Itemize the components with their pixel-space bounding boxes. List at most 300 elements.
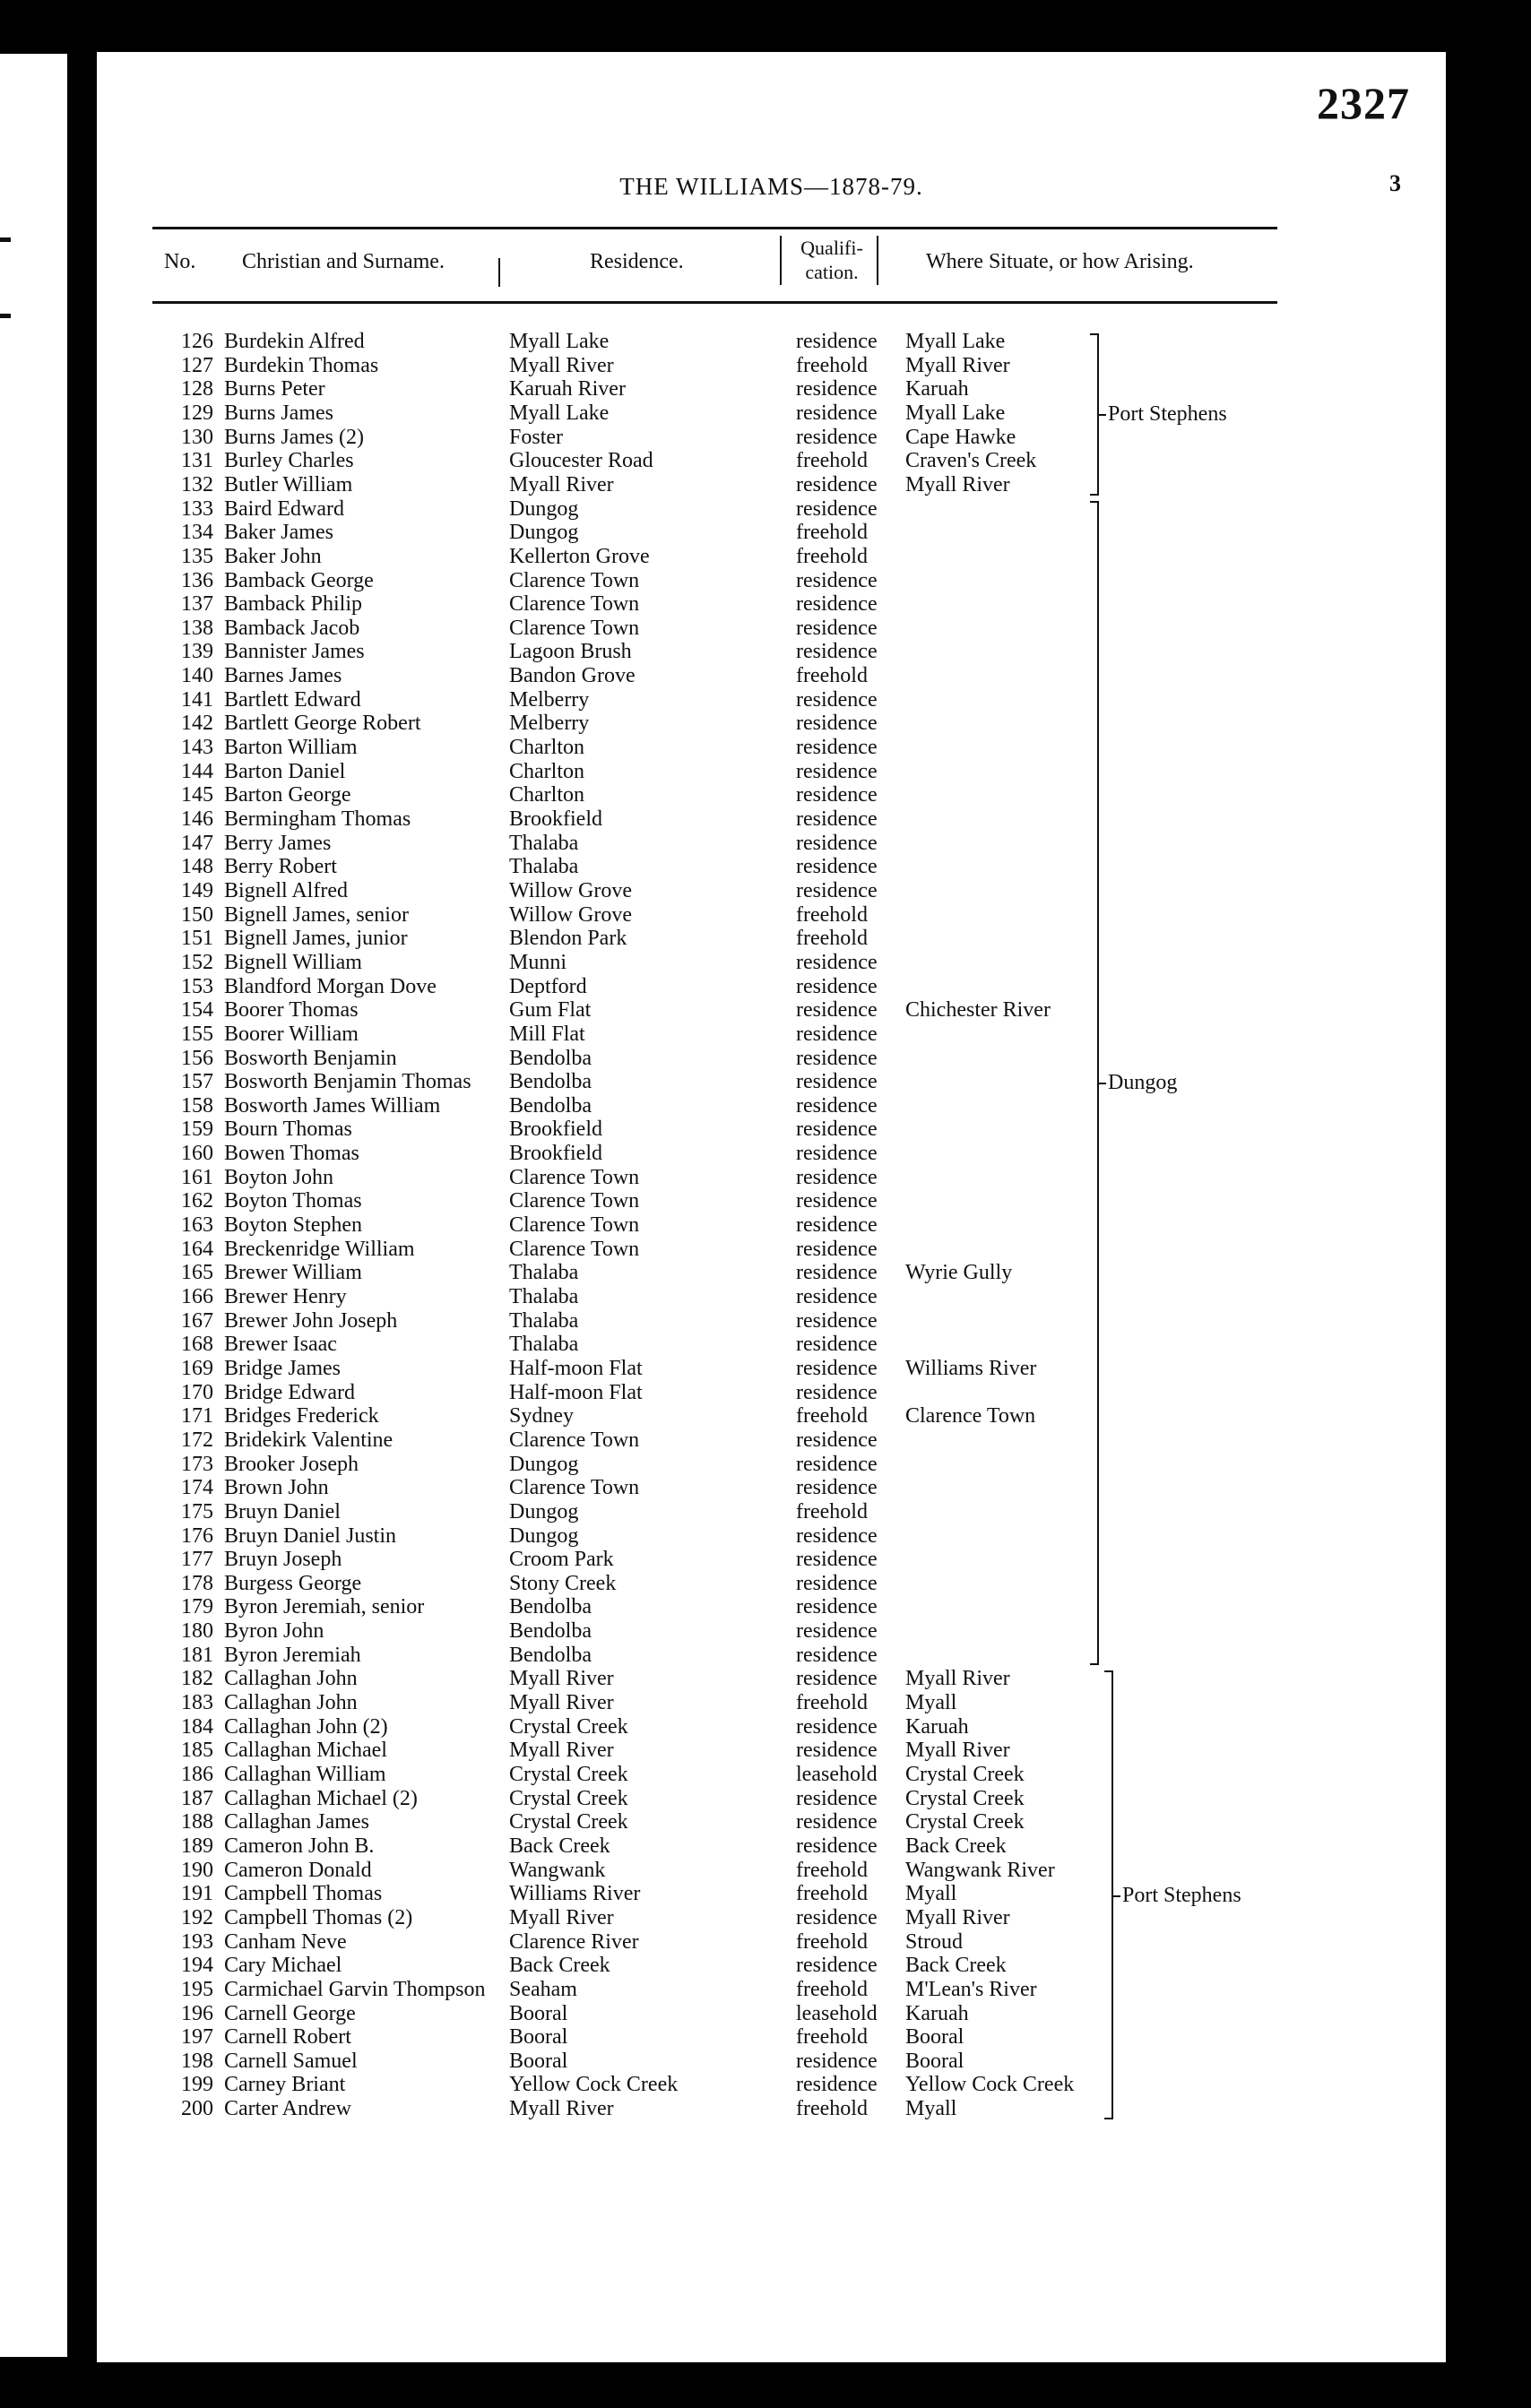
entry-qualification: residence [796,425,878,449]
entry-name: Berry James [224,831,332,855]
table-row [97,1978,1446,2002]
entry-qualification: residence [796,1905,878,1929]
table-row [97,1285,1446,1309]
table-row [97,617,1446,641]
entry-where-situate: Karuah [905,2001,969,2025]
entry-residence: Kellerton Grove [509,544,650,568]
entry-residence: Clarence Town [509,1189,640,1213]
entry-where-situate: Yellow Cock Creek [905,2073,1075,2097]
entry-number: 131 [181,449,213,473]
entry-qualification: residence [796,831,878,855]
entry-qualification: residence [796,1452,878,1476]
entry-name: Carmichael Garvin Thompson [224,1977,486,2001]
entry-name: Burns James (2) [224,425,364,449]
table-row [97,1166,1446,1190]
entry-residence: Thalaba [509,1333,579,1357]
entry-number: 173 [181,1452,213,1476]
entry-number: 177 [181,1548,213,1572]
entry-qualification: residence [796,1118,878,1142]
entry-qualification: residence [796,1619,878,1644]
entry-where-situate: Back Creek [905,1954,1007,1978]
entry-number: 128 [181,377,213,401]
table-row [97,1572,1446,1596]
entry-number: 133 [181,496,213,521]
table-row [97,783,1446,807]
page-number: 2327 [1317,78,1410,128]
col-header-where: Where Situate, or how Arising. [926,250,1194,273]
entry-name: Berry Robert [224,855,337,879]
entry-name: Campbell Thomas (2) [224,1905,413,1929]
entry-number: 166 [181,1285,213,1308]
entry-residence: Melberry [509,712,590,736]
entry-number: 160 [181,1142,213,1166]
entry-qualification: residence [796,1093,878,1118]
table-row [97,1047,1446,1071]
entry-qualification: residence [796,1308,878,1333]
entry-number: 134 [181,521,213,545]
entry-where-situate: Karuah [905,1714,969,1739]
table-row [97,1810,1446,1834]
entry-name: Bruyn Daniel Justin [224,1523,396,1548]
entry-qualification: residence [796,568,878,592]
table-row [97,497,1446,522]
entry-name: Carney Briant [224,2073,346,2097]
entry-name: Bosworth Benjamin Thomas [224,1070,471,1094]
entry-residence: Charlton [509,736,584,760]
entry-residence: Deptford [509,974,587,998]
entry-qualification: residence [796,1333,878,1357]
entry-residence: Willow Grove [509,902,633,927]
entry-where-situate: Wyrie Gully [905,1261,1013,1285]
district-label: Port Stephens [1108,402,1227,427]
table-row [97,449,1446,473]
register-page [97,52,1446,2362]
entry-qualification: residence [796,687,878,712]
entry-qualification: freehold [796,521,868,545]
entry-residence: Myall River [509,1667,614,1691]
entry-number: 198 [181,2049,213,2073]
entry-number: 144 [181,759,213,783]
entry-name: Bignell James, senior [224,902,409,927]
table-row [97,1787,1446,1811]
entry-number: 197 [181,2025,213,2050]
entry-name: Callaghan James [224,1810,369,1834]
entry-name: Bridge Edward [224,1380,355,1404]
table-row [97,545,1446,569]
entry-qualification: residence [796,640,878,664]
table-row [97,1500,1446,1524]
entry-residence: Willow Grove [509,878,633,902]
entry-qualification: freehold [796,449,868,473]
table-row [97,1404,1446,1428]
table-row [97,688,1446,712]
entry-name: Boyton John [224,1165,334,1189]
entry-name: Bignell James, junior [224,927,408,951]
entry-qualification: residence [796,496,878,521]
entry-qualification: residence [796,855,878,879]
entry-number: 183 [181,1691,213,1715]
entry-where-situate: Cape Hawke [905,425,1016,449]
entry-name: Callaghan John [224,1667,358,1691]
table-row [97,951,1446,975]
table-row [97,2073,1446,2097]
entry-qualification: residence [796,1595,878,1619]
entry-qualification: leasehold [796,2001,878,2025]
entry-number: 185 [181,1739,213,1763]
table-row [97,2097,1446,2121]
table-row [97,1619,1446,1644]
entry-number: 132 [181,472,213,496]
table-row [97,1381,1446,1405]
table-row [97,1906,1446,1930]
entry-qualification: residence [796,1380,878,1404]
entry-number: 169 [181,1356,213,1380]
table-row [97,2050,1446,2074]
table-row [97,712,1446,736]
entry-number: 187 [181,1786,213,1810]
entry-number: 142 [181,712,213,736]
table-row [97,903,1446,928]
table-row [97,521,1446,545]
running-title: THE WILLIAMS—1878-79. [619,173,923,200]
entry-residence: Melberry [509,687,590,712]
entry-name: Barton William [224,736,358,760]
entry-residence: Clarence River [509,1929,639,1954]
entry-residence: Booral [509,2025,568,2050]
entry-residence: Booral [509,2001,568,2025]
entry-qualification: freehold [796,1858,868,1882]
entry-name: Bamback Jacob [224,616,360,640]
entry-qualification: residence [796,1476,878,1500]
facing-page-mark [0,237,11,242]
entry-name: Bruyn Joseph [224,1548,342,1572]
entry-name: Bartlett George Robert [224,712,421,736]
entry-name: Carnell George [224,2001,356,2025]
entry-residence: Bendolba [509,1093,592,1118]
table-row [97,1882,1446,1906]
entry-where-situate: Booral [905,2049,964,2073]
table-row [97,640,1446,664]
entry-qualification: residence [796,1070,878,1094]
table-row [97,330,1446,354]
table-row [97,1142,1446,1166]
entry-name: Bamback George [224,568,374,592]
entry-number: 126 [181,330,213,353]
entry-qualification: residence [796,1954,878,1978]
table-row [97,975,1446,999]
entry-number: 152 [181,950,213,974]
entry-name: Barton George [224,783,351,807]
col-header-qualification: Qualifi- cation. [800,237,863,283]
entry-name: Bridge James [224,1356,341,1380]
col-divider [498,258,500,287]
entry-residence: Stony Creek [509,1571,617,1595]
district-bracket [1090,501,1103,1666]
table-row [97,1309,1446,1333]
entry-number: 172 [181,1428,213,1452]
entry-name: Burns Peter [224,377,325,401]
table-row [97,1667,1446,1691]
entry-number: 194 [181,1954,213,1978]
entry-number: 174 [181,1476,213,1500]
entry-where-situate: Myall River [905,472,1010,496]
entry-number: 158 [181,1093,213,1118]
table-row [97,569,1446,593]
entry-name: Byron Jeremiah, senior [224,1595,425,1619]
entry-name: Boyton Stephen [224,1213,362,1238]
entry-where-situate: Myall River [905,353,1010,377]
entry-qualification: leasehold [796,1763,878,1786]
entry-residence: Crystal Creek [509,1786,628,1810]
entry-number: 167 [181,1308,213,1333]
entry-name: Burns James [224,401,333,425]
entry-name: Bruyn Daniel [224,1499,341,1523]
entry-name: Cameron Donald [224,1858,372,1882]
entry-qualification: residence [796,1046,878,1070]
entry-qualification: freehold [796,1691,868,1715]
entry-residence: Clarence Town [509,1476,640,1500]
entry-residence: Thalaba [509,1285,579,1308]
entry-name: Boorer Thomas [224,998,359,1023]
entry-number: 156 [181,1046,213,1070]
entry-qualification: residence [796,974,878,998]
table-row [97,2002,1446,2026]
entry-number: 178 [181,1571,213,1595]
header-top-rule [152,227,1277,229]
entry-qualification: residence [796,2073,878,2097]
entry-qualification: freehold [796,2025,868,2050]
entry-qualification: residence [796,472,878,496]
table-row [97,426,1446,450]
col-header-no: No. [164,250,196,273]
entry-qualification: residence [796,807,878,831]
entry-name: Cameron John B. [224,1834,375,1858]
table-row [97,1763,1446,1787]
entry-qualification: residence [796,1548,878,1572]
entry-residence: Clarence Town [509,1428,640,1452]
entry-number: 139 [181,640,213,664]
entry-residence: Charlton [509,783,584,807]
entry-qualification: residence [796,1189,878,1213]
entry-name: Bignell William [224,950,362,974]
entry-number: 189 [181,1834,213,1858]
entry-qualification: residence [796,1786,878,1810]
col-header-name: Christian and Surname. [242,250,445,273]
entry-number: 171 [181,1404,213,1428]
entry-residence: Dungog [509,1499,579,1523]
entry-number: 195 [181,1977,213,2001]
entry-number: 168 [181,1333,213,1357]
entry-residence: Sydney [509,1404,574,1428]
table-row [97,1023,1446,1047]
entry-qualification: freehold [796,927,868,951]
entry-residence: Half-moon Flat [509,1356,643,1380]
district-bracket [1090,333,1103,496]
entry-number: 155 [181,1022,213,1046]
entry-number: 164 [181,1237,213,1261]
entry-residence: Myall River [509,1905,614,1929]
entry-residence: Bendolba [509,1070,592,1094]
col-divider [780,236,782,285]
entry-residence: Half-moon Flat [509,1380,643,1404]
entry-number: 163 [181,1213,213,1238]
entry-name: Brewer Henry [224,1285,347,1308]
entry-name: Canham Neve [224,1929,347,1954]
entry-residence: Myall River [509,2097,614,2121]
table-row [97,377,1446,401]
table-row [97,879,1446,903]
entry-number: 138 [181,616,213,640]
entry-residence: Myall Lake [509,401,610,425]
entry-residence: Crystal Creek [509,1810,628,1834]
entry-qualification: residence [796,998,878,1023]
entry-qualification: residence [796,1022,878,1046]
entry-where-situate: Wangwank River [905,1858,1055,1882]
entry-residence: Brookfield [509,1118,602,1142]
entry-where-situate: Myall Lake [905,401,1006,425]
entry-qualification: residence [796,1356,878,1380]
table-row [97,998,1446,1023]
entry-name: Bosworth James William [224,1093,441,1118]
entry-name: Carnell Samuel [224,2049,358,2073]
entry-name: Barton Daniel [224,759,346,783]
entry-name: Burdekin Thomas [224,353,379,377]
entry-qualification: residence [796,1523,878,1548]
entry-number: 151 [181,927,213,951]
entry-qualification: residence [796,736,878,760]
entry-name: Brewer John Joseph [224,1308,398,1333]
entry-residence: Clarence Town [509,1237,640,1261]
entry-qualification: freehold [796,1929,868,1954]
entry-name: Byron John [224,1619,324,1644]
entry-number: 146 [181,807,213,831]
entry-qualification: freehold [796,664,868,688]
entry-qualification: residence [796,950,878,974]
entry-name: Bignell Alfred [224,878,348,902]
header-bottom-rule [152,301,1277,304]
entry-number: 137 [181,592,213,617]
entry-qualification: residence [796,1165,878,1189]
entry-residence: Karuah River [509,377,626,401]
entry-residence: Clarence Town [509,568,640,592]
entry-name: Baird Edward [224,496,344,521]
entry-residence: Foster [509,425,563,449]
entry-residence: Williams River [509,1882,641,1906]
entry-name: Burgess George [224,1571,362,1595]
table-row [97,1094,1446,1118]
entry-qualification: residence [796,878,878,902]
entry-residence: Yellow Cock Creek [509,2073,679,2097]
entry-number: 154 [181,998,213,1023]
entry-number: 184 [181,1714,213,1739]
table-row [97,736,1446,760]
entry-name: Brewer William [224,1261,362,1285]
entry-number: 196 [181,2001,213,2025]
entry-qualification: residence [796,330,878,353]
entry-qualification: residence [796,1643,878,1667]
entry-qualification: freehold [796,1977,868,2001]
entry-qualification: residence [796,616,878,640]
entry-number: 141 [181,687,213,712]
entry-name: Barnes James [224,664,342,688]
entry-name: Baker James [224,521,333,545]
entry-residence: Booral [509,2049,568,2073]
table-row [97,1118,1446,1142]
entry-qualification: residence [796,401,878,425]
entry-number: 149 [181,878,213,902]
entry-residence: Gloucester Road [509,449,653,473]
entry-name: Bourn Thomas [224,1118,352,1142]
entry-where-situate: Crystal Creek [905,1763,1025,1786]
entry-number: 191 [181,1882,213,1906]
table-row [97,1644,1446,1668]
entry-qualification: freehold [796,1404,868,1428]
entry-name: Carter Andrew [224,2097,351,2121]
table-row [97,1834,1446,1859]
entry-number: 188 [181,1810,213,1834]
entry-name: Bowen Thomas [224,1142,359,1166]
table-row [97,354,1446,378]
entry-number: 130 [181,425,213,449]
entry-where-situate: M'Lean's River [905,1977,1037,2001]
entry-name: Bamback Philip [224,592,362,617]
entry-number: 175 [181,1499,213,1523]
table-row [97,401,1446,426]
entry-residence: Back Creek [509,1954,610,1978]
entry-where-situate: Myall River [905,1739,1010,1763]
leaf-number: 3 [1389,170,1401,196]
district-label: Dungog [1108,1071,1178,1095]
entry-where-situate: Stroud [905,1929,964,1954]
table-row [97,1859,1446,1883]
entry-residence: Clarence Town [509,592,640,617]
table-row [97,1954,1446,1978]
entry-number: 145 [181,783,213,807]
entry-name: Bartlett Edward [224,687,361,712]
entry-qualification: residence [796,1428,878,1452]
entry-name: Baker John [224,544,322,568]
entry-where-situate: Booral [905,2025,964,2050]
entry-residence: Crystal Creek [509,1763,628,1786]
entry-number: 140 [181,664,213,688]
table-row [97,1930,1446,1955]
table-row [97,1548,1446,1572]
entry-residence: Dungog [509,1452,579,1476]
entry-residence: Lagoon Brush [509,640,632,664]
entry-number: 148 [181,855,213,879]
entry-qualification: residence [796,592,878,617]
entry-qualification: residence [796,1810,878,1834]
facing-page-mark [0,314,11,318]
entry-residence: Clarence Town [509,1213,640,1238]
entry-number: 199 [181,2073,213,2097]
entry-where-situate: Clarence Town [905,1404,1036,1428]
table-row [97,592,1446,617]
table-row [97,1524,1446,1549]
entry-qualification: freehold [796,353,868,377]
entry-number: 129 [181,401,213,425]
entry-name: Callaghan Michael [224,1739,387,1763]
entry-where-situate: Crystal Creek [905,1810,1025,1834]
entry-qualification: residence [796,1261,878,1285]
entry-name: Bermingham Thomas [224,807,411,831]
entry-number: 200 [181,2097,213,2121]
entry-number: 190 [181,1858,213,1882]
entry-where-situate: Craven's Creek [905,449,1037,473]
entry-number: 147 [181,831,213,855]
entry-number: 127 [181,353,213,377]
entry-where-situate: Back Creek [905,1834,1007,1858]
